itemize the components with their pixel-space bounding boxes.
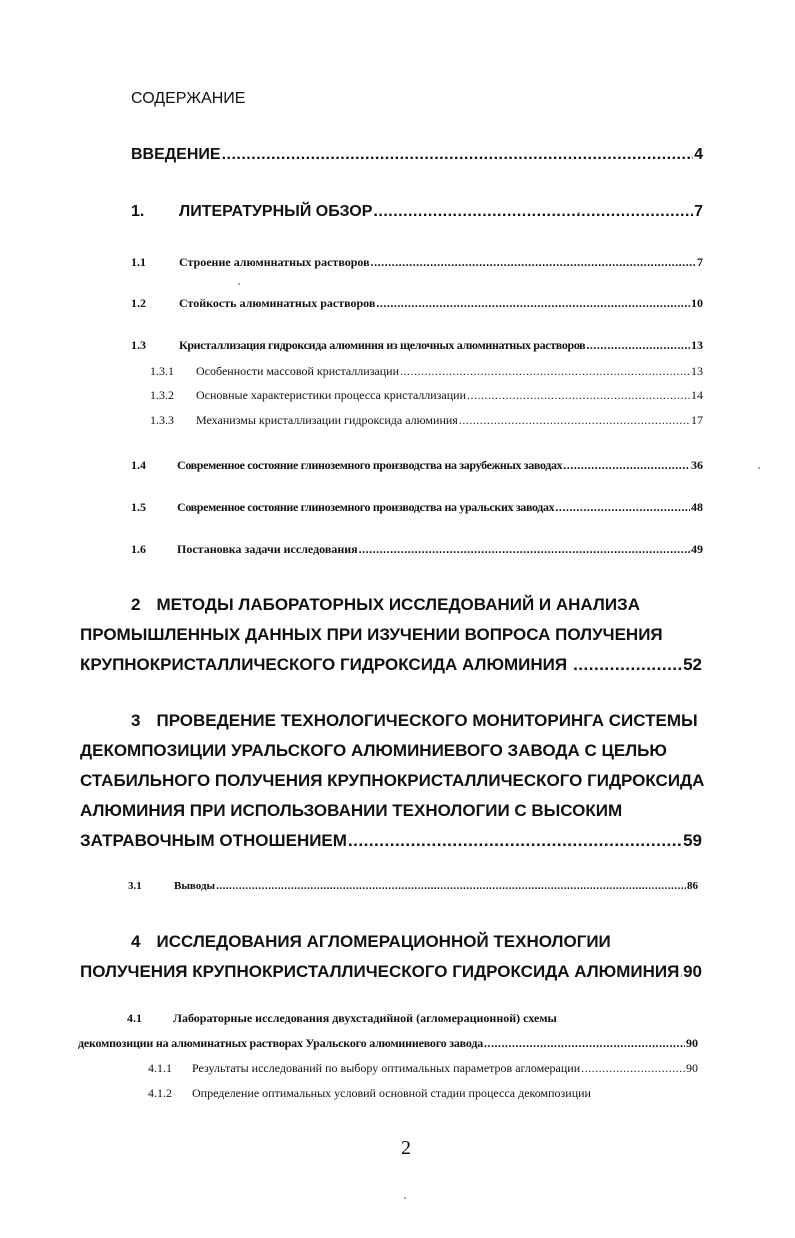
section-4-1-line-2 bbox=[78, 1036, 698, 1051]
entry-number: 2 bbox=[131, 595, 141, 614]
entry-number: 3 bbox=[131, 711, 141, 730]
entry-title-line: КРУПНОКРИСТАЛЛИЧЕСКОГО ГИДРОКСИДА АЛЮМИНИЯ bbox=[80, 655, 568, 674]
entry-title: Строение алюминатных растворов bbox=[179, 255, 370, 269]
leader-dots bbox=[371, 255, 696, 270]
scan-speck bbox=[758, 467, 760, 469]
entry-title: Постановка задачи исследования bbox=[177, 542, 358, 556]
chapter-3-line-1 bbox=[131, 711, 698, 731]
entry-page: 86 bbox=[687, 880, 698, 892]
entry-title-line: Лабораторные исследования двухстадийной (агломерационной) схемы bbox=[173, 1011, 557, 1025]
entry-page: 13 bbox=[691, 364, 703, 378]
entry-page: 48 bbox=[691, 500, 703, 514]
entry-number: 1.3 bbox=[131, 338, 146, 352]
scan-speck bbox=[578, 212, 580, 214]
entry-page: 49 bbox=[691, 542, 703, 556]
entry-title-line: ЗАТРАВОЧНЫМ ОТНОШЕНИЕМ bbox=[80, 831, 347, 850]
entry-page: 90 bbox=[686, 1036, 698, 1050]
entry-title: Результаты исследований по выбору оптимальных параметров агломерации bbox=[192, 1061, 581, 1075]
toc-entry-4-1-1[interactable] bbox=[148, 1061, 698, 1076]
chapter-3-line-5 bbox=[80, 831, 702, 851]
entry-page: 17 bbox=[691, 413, 703, 427]
entry-number: 4.1 bbox=[127, 1011, 142, 1025]
leader-dots bbox=[373, 203, 693, 221]
entry-title: Механизмы кристаллизации гидроксида алюминия bbox=[196, 413, 458, 427]
chapter-2-line-3 bbox=[80, 655, 702, 675]
toc-entry-3-1[interactable] bbox=[128, 880, 698, 892]
toc-entry-1-3-2[interactable] bbox=[150, 388, 703, 403]
entry-title: ЛИТЕРАТУРНЫЙ ОБЗОР bbox=[179, 203, 373, 220]
entry-title-line: ПОЛУЧЕНИЯ КРУПНОКРИСТАЛЛИЧЕСКОГО ГИДРОКСИДА АЛЮМИНИЯ bbox=[80, 962, 680, 981]
chapter-3-line-3: СТАБИЛЬНОГО ПОЛУЧЕНИЯ КРУПНОКРИСТАЛЛИЧЕСКОГО ГИДРОКСИДА bbox=[80, 771, 705, 790]
toc-entry-1-1[interactable] bbox=[131, 255, 703, 270]
toc-entry-4-1-2[interactable] bbox=[148, 1086, 591, 1101]
entry-title-line: ПРОВЕДЕНИЕ ТЕХНОЛОГИЧЕСКОГО МОНИТОРИНГА СИСТЕМЫ bbox=[156, 711, 698, 730]
entry-page: 52 bbox=[683, 655, 702, 674]
leader-dots bbox=[376, 296, 690, 311]
entry-title: Кристаллизация гидроксида алюминия из щелочных алюминатных растворов bbox=[179, 338, 586, 352]
entry-number: 1.5 bbox=[131, 500, 146, 514]
entry-title: Современное состояние глиноземного производства на уральских заводах bbox=[177, 500, 555, 514]
toc-entry-1-4[interactable] bbox=[131, 458, 703, 473]
entry-number: 4.1.2 bbox=[148, 1086, 172, 1100]
chapter-4-line-1 bbox=[131, 932, 611, 952]
entry-number: 1.4 bbox=[131, 458, 146, 472]
leader-dots bbox=[459, 413, 690, 428]
entry-title: Основные характеристики процесса кристаллизации bbox=[196, 388, 467, 402]
toc-entry-1-5[interactable] bbox=[131, 500, 703, 515]
toc-entry-1-3-1[interactable] bbox=[150, 364, 703, 379]
entry-page: 7 bbox=[694, 203, 703, 220]
entry-number: 1.2 bbox=[131, 296, 146, 310]
entry-title: Современное состояние глиноземного производства на зарубежных заводах bbox=[177, 458, 563, 472]
scan-speck bbox=[404, 1197, 406, 1199]
entry-page: 10 bbox=[691, 296, 703, 310]
entry-title-line: ИССЛЕДОВАНИЯ АГЛОМЕРАЦИОННОЙ ТЕХНОЛОГИИ bbox=[156, 932, 611, 951]
entry-title: Определение оптимальных условий основной стадии процесса декомпозиции bbox=[192, 1086, 591, 1100]
entry-page: 4 bbox=[694, 146, 703, 163]
entry-title: ВВЕДЕНИЕ bbox=[131, 146, 221, 163]
leader-dots bbox=[484, 1036, 685, 1051]
toc-heading: СОДЕРЖАНИЕ bbox=[131, 90, 246, 107]
entry-number: 3.1 bbox=[128, 880, 142, 892]
entry-page: 59 bbox=[683, 831, 702, 850]
chapter-3-line-2: ДЕКОМПОЗИЦИИ УРАЛЬСКОГО АЛЮМИНИЕВОГО ЗАВОДА С ЦЕЛЬЮ bbox=[80, 741, 667, 760]
toc-entry-1-3[interactable] bbox=[131, 338, 703, 353]
entry-number: 1. bbox=[131, 203, 145, 220]
entry-number: 1.3.2 bbox=[150, 388, 174, 402]
section-4-1-line-1 bbox=[127, 1011, 557, 1026]
entry-page: 36 bbox=[691, 458, 703, 472]
toc-entry-1-3-3[interactable] bbox=[150, 413, 703, 428]
toc-entry-introduction[interactable] bbox=[131, 146, 703, 164]
entry-number: 1.3.1 bbox=[150, 364, 174, 378]
chapter-4-line-2 bbox=[80, 962, 702, 982]
chapter-2-line-1 bbox=[131, 595, 640, 615]
entry-title: Особенности массовой кристаллизации bbox=[196, 364, 400, 378]
leader-dots bbox=[586, 338, 690, 353]
entry-page: 90 bbox=[686, 1061, 698, 1075]
entry-title-line: МЕТОДЫ ЛАБОРАТОРНЫХ ИССЛЕДОВАНИЙ И АНАЛИЗА bbox=[156, 595, 640, 614]
entry-title: Выводы bbox=[174, 880, 216, 892]
chapter-3-line-4: АЛЮМИНИЯ ПРИ ИСПОЛЬЗОВАНИИ ТЕХНОЛОГИИ С ВЫСОКИМ bbox=[80, 801, 623, 820]
leader-dots bbox=[555, 500, 690, 515]
leader-dots bbox=[563, 458, 690, 473]
leader-dots bbox=[348, 831, 682, 851]
leader-dots bbox=[680, 962, 682, 982]
entry-page: 7 bbox=[697, 255, 703, 269]
leader-dots bbox=[222, 146, 694, 164]
leader-dots bbox=[573, 655, 682, 675]
entry-page: 90 bbox=[683, 962, 702, 981]
toc-entry-chapter-1[interactable] bbox=[131, 203, 703, 221]
entry-page: 14 bbox=[691, 388, 703, 402]
toc-entry-1-6[interactable] bbox=[131, 542, 703, 557]
entry-number: 1.6 bbox=[131, 542, 146, 556]
entry-title-line: декомпозиции на алюминатных растворах Уральского алюминиевого завода bbox=[78, 1036, 483, 1050]
entry-number: 4 bbox=[131, 932, 141, 951]
page-number: 2 bbox=[401, 1137, 411, 1159]
leader-dots bbox=[400, 364, 690, 379]
entry-number: 1.1 bbox=[131, 255, 146, 269]
entry-number: 1.3.3 bbox=[150, 413, 174, 427]
toc-entry-1-2[interactable] bbox=[131, 296, 703, 311]
scan-speck bbox=[238, 283, 240, 285]
entry-title: Стойкость алюминатных растворов bbox=[179, 296, 376, 310]
leader-dots bbox=[467, 388, 690, 403]
chapter-2-line-2: ПРОМЫШЛЕННЫХ ДАННЫХ ПРИ ИЗУЧЕНИИ ВОПРОСА ПОЛУЧЕНИЯ bbox=[80, 625, 663, 644]
leader-dots bbox=[359, 542, 690, 557]
leader-dots bbox=[581, 1061, 685, 1076]
entry-number: 4.1.1 bbox=[148, 1061, 172, 1075]
entry-page: 13 bbox=[691, 338, 703, 352]
leader-dots bbox=[216, 880, 686, 892]
